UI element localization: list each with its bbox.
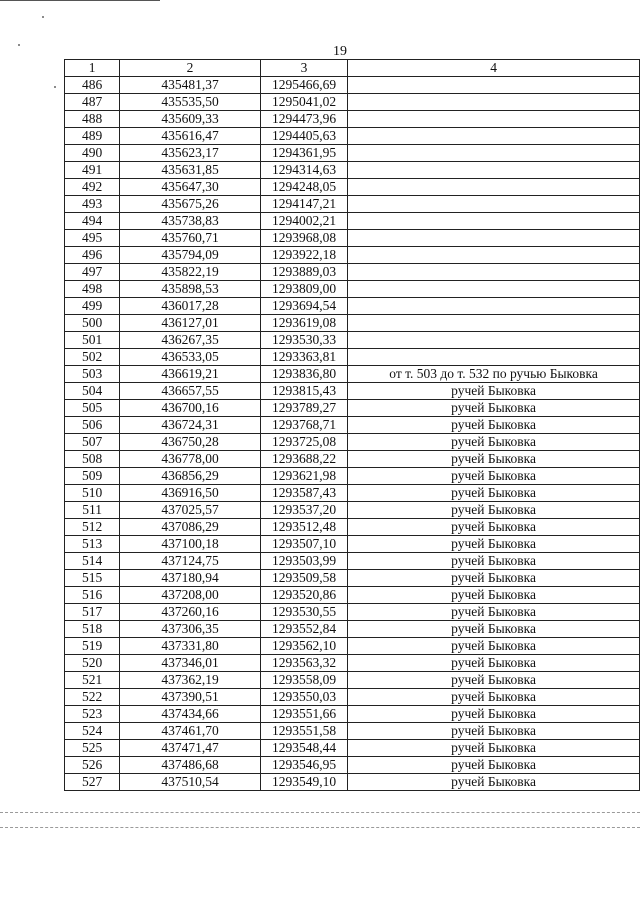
y-coordinate-cell: 1294248,05 <box>260 179 347 196</box>
description-cell: ручей Быковка <box>348 706 640 723</box>
y-coordinate-cell: 1294405,63 <box>260 128 347 145</box>
point-number-cell: 506 <box>65 417 120 434</box>
y-coordinate-cell: 1293552,84 <box>260 621 347 638</box>
column-header: 4 <box>348 60 640 77</box>
description-cell: ручей Быковка <box>348 638 640 655</box>
point-number-cell: 500 <box>65 315 120 332</box>
x-coordinate-cell: 435738,83 <box>120 213 261 230</box>
description-cell: ручей Быковка <box>348 655 640 672</box>
point-number-cell: 510 <box>65 485 120 502</box>
point-number-cell: 526 <box>65 757 120 774</box>
y-coordinate-cell: 1293551,66 <box>260 706 347 723</box>
description-cell: ручей Быковка <box>348 604 640 621</box>
y-coordinate-cell: 1294314,63 <box>260 162 347 179</box>
description-cell: ручей Быковка <box>348 451 640 468</box>
y-coordinate-cell: 1293789,27 <box>260 400 347 417</box>
x-coordinate-cell: 435535,50 <box>120 94 261 111</box>
point-number-cell: 521 <box>65 672 120 689</box>
description-cell: ручей Быковка <box>348 485 640 502</box>
description-cell: ручей Быковка <box>348 383 640 400</box>
x-coordinate-cell: 435675,26 <box>120 196 261 213</box>
point-number-cell: 490 <box>65 145 120 162</box>
table-row <box>65 434 640 451</box>
description-cell: ручей Быковка <box>348 502 640 519</box>
x-coordinate-cell: 437086,29 <box>120 519 261 536</box>
point-number-cell: 488 <box>65 111 120 128</box>
x-coordinate-cell: 435631,85 <box>120 162 261 179</box>
x-coordinate-cell: 436127,01 <box>120 315 261 332</box>
x-coordinate-cell: 437362,19 <box>120 672 261 689</box>
table-row <box>65 264 640 281</box>
x-coordinate-cell: 437461,70 <box>120 723 261 740</box>
x-coordinate-cell: 435647,30 <box>120 179 261 196</box>
x-coordinate-cell: 435760,71 <box>120 230 261 247</box>
description-cell: ручей Быковка <box>348 621 640 638</box>
table-row <box>65 536 640 553</box>
y-coordinate-cell: 1293563,32 <box>260 655 347 672</box>
description-cell: ручей Быковка <box>348 536 640 553</box>
x-coordinate-cell: 436657,55 <box>120 383 261 400</box>
x-coordinate-cell: 435616,47 <box>120 128 261 145</box>
y-coordinate-cell: 1293815,43 <box>260 383 347 400</box>
y-coordinate-cell: 1293537,20 <box>260 502 347 519</box>
description-cell: ручей Быковка <box>348 570 640 587</box>
point-number-cell: 498 <box>65 281 120 298</box>
table-row <box>65 451 640 468</box>
description-cell <box>348 179 640 196</box>
table-row <box>65 196 640 213</box>
y-coordinate-cell: 1293507,10 <box>260 536 347 553</box>
description-cell: ручей Быковка <box>348 400 640 417</box>
table-row <box>65 417 640 434</box>
description-cell <box>348 111 640 128</box>
x-coordinate-cell: 437331,80 <box>120 638 261 655</box>
column-header: 3 <box>260 60 347 77</box>
column-header: 2 <box>120 60 261 77</box>
description-cell <box>348 145 640 162</box>
description-cell <box>348 298 640 315</box>
description-cell: ручей Быковка <box>348 417 640 434</box>
y-coordinate-cell: 1293512,48 <box>260 519 347 536</box>
table-row <box>65 740 640 757</box>
x-coordinate-cell: 435623,17 <box>120 145 261 162</box>
description-cell: ручей Быковка <box>348 723 640 740</box>
x-coordinate-cell: 436916,50 <box>120 485 261 502</box>
x-coordinate-cell: 435481,37 <box>120 77 261 94</box>
x-coordinate-cell: 437180,94 <box>120 570 261 587</box>
y-coordinate-cell: 1293809,00 <box>260 281 347 298</box>
table-row <box>65 128 640 145</box>
y-coordinate-cell: 1295466,69 <box>260 77 347 94</box>
x-coordinate-cell: 437434,66 <box>120 706 261 723</box>
description-cell <box>348 230 640 247</box>
scan-artifact-line <box>0 812 640 813</box>
y-coordinate-cell: 1293694,54 <box>260 298 347 315</box>
table-row <box>65 77 640 94</box>
table-row <box>65 111 640 128</box>
point-number-cell: 527 <box>65 774 120 791</box>
scan-artifact-line <box>0 827 640 828</box>
point-number-cell: 514 <box>65 553 120 570</box>
description-cell <box>348 315 640 332</box>
y-coordinate-cell: 1293922,18 <box>260 247 347 264</box>
table-row <box>65 281 640 298</box>
point-number-cell: 513 <box>65 536 120 553</box>
x-coordinate-cell: 436267,35 <box>120 332 261 349</box>
point-number-cell: 503 <box>65 366 120 383</box>
x-coordinate-cell: 435609,33 <box>120 111 261 128</box>
y-coordinate-cell: 1293503,99 <box>260 553 347 570</box>
y-coordinate-cell: 1293562,10 <box>260 638 347 655</box>
point-number-cell: 492 <box>65 179 120 196</box>
table-row <box>65 213 640 230</box>
y-coordinate-cell: 1293363,81 <box>260 349 347 366</box>
point-number-cell: 495 <box>65 230 120 247</box>
x-coordinate-cell: 436619,21 <box>120 366 261 383</box>
description-cell: ручей Быковка <box>348 519 640 536</box>
table-row <box>65 349 640 366</box>
description-cell: ручей Быковка <box>348 587 640 604</box>
y-coordinate-cell: 1294473,96 <box>260 111 347 128</box>
y-coordinate-cell: 1293546,95 <box>260 757 347 774</box>
y-coordinate-cell: 1293688,22 <box>260 451 347 468</box>
point-number-cell: 504 <box>65 383 120 400</box>
point-number-cell: 486 <box>65 77 120 94</box>
point-number-cell: 523 <box>65 706 120 723</box>
point-number-cell: 519 <box>65 638 120 655</box>
y-coordinate-cell: 1293619,08 <box>260 315 347 332</box>
table-body <box>65 77 640 791</box>
point-number-cell: 491 <box>65 162 120 179</box>
scan-speck <box>42 16 44 18</box>
x-coordinate-cell: 436533,05 <box>120 349 261 366</box>
point-number-cell: 497 <box>65 264 120 281</box>
point-number-cell: 512 <box>65 519 120 536</box>
description-cell <box>348 128 640 145</box>
y-coordinate-cell: 1293530,33 <box>260 332 347 349</box>
table-row <box>65 145 640 162</box>
table-row <box>65 94 640 111</box>
x-coordinate-cell: 435898,53 <box>120 281 261 298</box>
table-row <box>65 689 640 706</box>
table-row <box>65 570 640 587</box>
x-coordinate-cell: 437025,57 <box>120 502 261 519</box>
description-cell <box>348 77 640 94</box>
y-coordinate-cell: 1293587,43 <box>260 485 347 502</box>
x-coordinate-cell: 437306,35 <box>120 621 261 638</box>
y-coordinate-cell: 1293520,86 <box>260 587 347 604</box>
table-row <box>65 655 640 672</box>
y-coordinate-cell: 1293889,03 <box>260 264 347 281</box>
point-number-cell: 494 <box>65 213 120 230</box>
page-number: 19 <box>333 44 347 59</box>
y-coordinate-cell: 1295041,02 <box>260 94 347 111</box>
description-cell <box>348 264 640 281</box>
point-number-cell: 524 <box>65 723 120 740</box>
x-coordinate-cell: 436700,16 <box>120 400 261 417</box>
table-row <box>65 230 640 247</box>
description-cell: ручей Быковка <box>348 740 640 757</box>
point-number-cell: 502 <box>65 349 120 366</box>
x-coordinate-cell: 437486,68 <box>120 757 261 774</box>
x-coordinate-cell: 436017,28 <box>120 298 261 315</box>
table-row <box>65 315 640 332</box>
x-coordinate-cell: 437124,75 <box>120 553 261 570</box>
column-header: 1 <box>65 60 120 77</box>
x-coordinate-cell: 437471,47 <box>120 740 261 757</box>
x-coordinate-cell: 437510,54 <box>120 774 261 791</box>
table-row <box>65 638 640 655</box>
table-row <box>65 774 640 791</box>
table-row <box>65 519 640 536</box>
point-number-cell: 508 <box>65 451 120 468</box>
description-cell <box>348 213 640 230</box>
description-cell <box>348 247 640 264</box>
point-number-cell: 507 <box>65 434 120 451</box>
table-row <box>65 162 640 179</box>
point-number-cell: 518 <box>65 621 120 638</box>
x-coordinate-cell: 437390,51 <box>120 689 261 706</box>
y-coordinate-cell: 1294147,21 <box>260 196 347 213</box>
point-number-cell: 505 <box>65 400 120 417</box>
table-row <box>65 502 640 519</box>
y-coordinate-cell: 1293558,09 <box>260 672 347 689</box>
point-number-cell: 522 <box>65 689 120 706</box>
description-cell: ручей Быковка <box>348 689 640 706</box>
point-number-cell: 501 <box>65 332 120 349</box>
point-number-cell: 511 <box>65 502 120 519</box>
table-row <box>65 298 640 315</box>
table-header <box>65 60 640 77</box>
description-cell: ручей Быковка <box>348 757 640 774</box>
table-row <box>65 587 640 604</box>
description-cell <box>348 196 640 213</box>
point-number-cell: 525 <box>65 740 120 757</box>
y-coordinate-cell: 1293968,08 <box>260 230 347 247</box>
description-cell <box>348 281 640 298</box>
y-coordinate-cell: 1294361,95 <box>260 145 347 162</box>
point-number-cell: 509 <box>65 468 120 485</box>
y-coordinate-cell: 1294002,21 <box>260 213 347 230</box>
table-row <box>65 553 640 570</box>
x-coordinate-cell: 437208,00 <box>120 587 261 604</box>
y-coordinate-cell: 1293549,10 <box>260 774 347 791</box>
table-row <box>65 757 640 774</box>
point-number-cell: 487 <box>65 94 120 111</box>
description-cell <box>348 162 640 179</box>
table-row <box>65 366 640 383</box>
description-cell: от т. 503 до т. 532 по ручью Быковка <box>348 366 640 383</box>
y-coordinate-cell: 1293551,58 <box>260 723 347 740</box>
point-number-cell: 493 <box>65 196 120 213</box>
y-coordinate-cell: 1293768,71 <box>260 417 347 434</box>
table-row <box>65 179 640 196</box>
description-cell: ручей Быковка <box>348 553 640 570</box>
point-number-cell: 496 <box>65 247 120 264</box>
y-coordinate-cell: 1293836,80 <box>260 366 347 383</box>
description-cell <box>348 94 640 111</box>
y-coordinate-cell: 1293548,44 <box>260 740 347 757</box>
y-coordinate-cell: 1293550,03 <box>260 689 347 706</box>
table-row <box>65 672 640 689</box>
y-coordinate-cell: 1293509,58 <box>260 570 347 587</box>
table-row <box>65 604 640 621</box>
point-number-cell: 499 <box>65 298 120 315</box>
point-number-cell: 520 <box>65 655 120 672</box>
x-coordinate-cell: 436750,28 <box>120 434 261 451</box>
table-row <box>65 247 640 264</box>
table-row <box>65 383 640 400</box>
scan-speck <box>54 86 56 88</box>
x-coordinate-cell: 435794,09 <box>120 247 261 264</box>
y-coordinate-cell: 1293621,98 <box>260 468 347 485</box>
table-row <box>65 468 640 485</box>
top-edge-rule <box>0 0 160 1</box>
x-coordinate-cell: 436856,29 <box>120 468 261 485</box>
point-number-cell: 489 <box>65 128 120 145</box>
x-coordinate-cell: 437260,16 <box>120 604 261 621</box>
table-row <box>65 723 640 740</box>
description-cell: ручей Быковка <box>348 774 640 791</box>
point-number-cell: 516 <box>65 587 120 604</box>
x-coordinate-cell: 437100,18 <box>120 536 261 553</box>
table-row <box>65 621 640 638</box>
description-cell <box>348 332 640 349</box>
table-row <box>65 485 640 502</box>
y-coordinate-cell: 1293530,55 <box>260 604 347 621</box>
point-number-cell: 515 <box>65 570 120 587</box>
x-coordinate-cell: 436724,31 <box>120 417 261 434</box>
y-coordinate-cell: 1293725,08 <box>260 434 347 451</box>
point-number-cell: 517 <box>65 604 120 621</box>
description-cell: ручей Быковка <box>348 468 640 485</box>
x-coordinate-cell: 437346,01 <box>120 655 261 672</box>
description-cell: ручей Быковка <box>348 672 640 689</box>
x-coordinate-cell: 436778,00 <box>120 451 261 468</box>
table-row <box>65 332 640 349</box>
description-cell: ручей Быковка <box>348 434 640 451</box>
description-cell <box>348 349 640 366</box>
table-row <box>65 706 640 723</box>
x-coordinate-cell: 435822,19 <box>120 264 261 281</box>
coordinates-table <box>64 59 640 791</box>
table-row <box>65 400 640 417</box>
header-row <box>65 60 640 77</box>
